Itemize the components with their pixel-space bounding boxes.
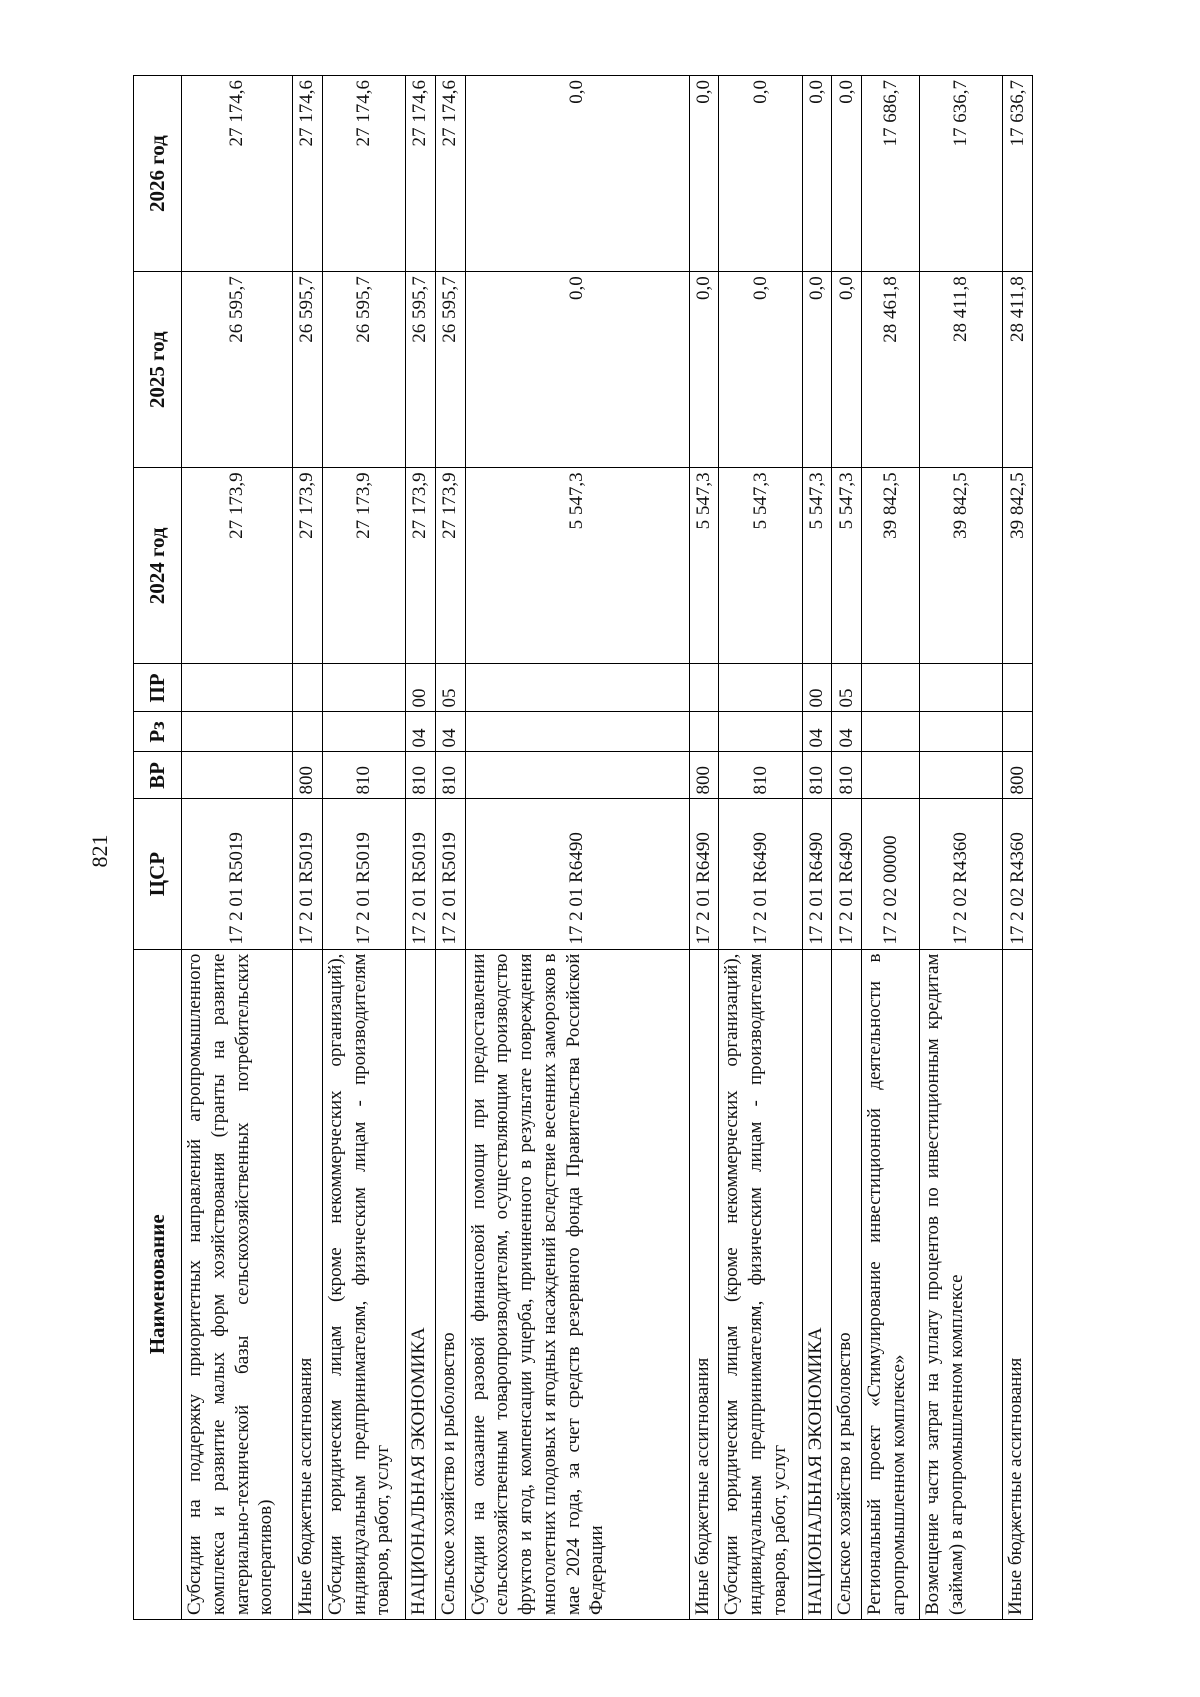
cell-2025: 28 411,8 [1003, 272, 1033, 468]
header-vr: ВР [134, 752, 182, 799]
cell-name: Возмещение части затрат на уплату процентов по инвестиционным кредитам (займам) в агропромышленном комплексе [919, 949, 1002, 1619]
cell-vr: 800 [1003, 752, 1033, 799]
cell-pr [1003, 664, 1033, 712]
cell-2026: 0,0 [802, 76, 832, 272]
cell-vr [182, 752, 293, 799]
cell-2024: 27 173,9 [292, 468, 322, 664]
cell-vr: 810 [322, 752, 405, 799]
header-2025: 2025 год [134, 272, 182, 468]
table-row [802, 76, 832, 1620]
cell-2026: 27 174,6 [435, 76, 465, 272]
cell-pr [322, 664, 405, 712]
cell-rz [689, 712, 719, 752]
cell-2024: 39 842,5 [919, 468, 1002, 664]
header-pr: ПР [134, 664, 182, 712]
cell-2025: 26 595,7 [405, 272, 435, 468]
cell-vr: 800 [292, 752, 322, 799]
cell-vr: 810 [832, 752, 862, 799]
cell-2024: 27 173,9 [405, 468, 435, 664]
cell-2024: 5 547,3 [689, 468, 719, 664]
cell-2025: 0,0 [689, 272, 719, 468]
cell-2024: 5 547,3 [719, 468, 802, 664]
cell-csr: 17 2 02 R4360 [919, 799, 1002, 949]
cell-2024: 27 173,9 [322, 468, 405, 664]
table-row [719, 76, 802, 1620]
cell-pr [862, 664, 920, 712]
cell-2025: 26 595,7 [182, 272, 293, 468]
cell-rz [1003, 712, 1033, 752]
cell-csr: 17 2 01 R6490 [465, 799, 689, 949]
cell-csr: 17 2 02 00000 [862, 799, 920, 949]
cell-rz: 04 [802, 712, 832, 752]
cell-pr [182, 664, 293, 712]
cell-rz [292, 712, 322, 752]
cell-rz [465, 712, 689, 752]
cell-2025: 0,0 [802, 272, 832, 468]
cell-vr: 810 [719, 752, 802, 799]
page-number: 821 [87, 834, 112, 868]
table-row [292, 76, 322, 1620]
header-name: Наименование [134, 949, 182, 1619]
table-header-row [134, 76, 182, 1620]
cell-name: Субсидии на оказание разовой финансовой помощи при предоставлении сельскохозяйственным товаропроизводителям, осуществляющим производство фруктов и ягод, компенсации ущерба, причиненного в результате повреждения многолетних плодовых и ягодных насаждений вследствие весенних заморозков в мае 2024 года, за счет средств резервного фонда Правительства Российской Федерации [465, 949, 689, 1619]
cell-csr: 17 2 02 R4360 [1003, 799, 1033, 949]
cell-2024: 39 842,5 [1003, 468, 1033, 664]
table-row [862, 76, 920, 1620]
cell-rz [322, 712, 405, 752]
cell-csr: 17 2 01 R5019 [405, 799, 435, 949]
cell-2026: 17 636,7 [1003, 76, 1033, 272]
table-row [322, 76, 405, 1620]
cell-name: Иные бюджетные ассигнования [292, 949, 322, 1619]
cell-2025: 0,0 [832, 272, 862, 468]
cell-csr: 17 2 01 R5019 [322, 799, 405, 949]
cell-csr: 17 2 01 R5019 [182, 799, 293, 949]
cell-pr: 05 [435, 664, 465, 712]
budget-table [133, 75, 1033, 1620]
cell-name: Региональный проект «Стимулирование инвестиционной деятельности в агропромышленном комплексе» [862, 949, 920, 1619]
cell-csr: 17 2 01 R5019 [292, 799, 322, 949]
cell-vr: 800 [689, 752, 719, 799]
cell-2026: 0,0 [689, 76, 719, 272]
cell-2026: 0,0 [465, 76, 689, 272]
table-row [919, 76, 1002, 1620]
cell-2025: 28 411,8 [919, 272, 1002, 468]
cell-name: Субсидии юридическим лицам (кроме некоммерческих организаций), индивидуальным предпринимателям, физическим лицам - производителям товаров, работ, услуг [322, 949, 405, 1619]
cell-name: Сельское хозяйство и рыболовство [435, 949, 465, 1619]
cell-pr [719, 664, 802, 712]
cell-csr: 17 2 01 R5019 [435, 799, 465, 949]
table-row [689, 76, 719, 1620]
cell-vr: 810 [435, 752, 465, 799]
cell-name: Иные бюджетные ассигнования [1003, 949, 1033, 1619]
cell-2026: 27 174,6 [322, 76, 405, 272]
cell-2025: 28 461,8 [862, 272, 920, 468]
cell-2025: 0,0 [465, 272, 689, 468]
cell-2026: 27 174,6 [292, 76, 322, 272]
rotated-table-container [133, 75, 1033, 1620]
cell-vr [465, 752, 689, 799]
table-row [1003, 76, 1033, 1620]
header-2026: 2026 год [134, 76, 182, 272]
cell-pr [465, 664, 689, 712]
table-row [832, 76, 862, 1620]
cell-csr: 17 2 01 R6490 [832, 799, 862, 949]
table-row [182, 76, 293, 1620]
cell-rz [919, 712, 1002, 752]
cell-2025: 26 595,7 [322, 272, 405, 468]
table-row [405, 76, 435, 1620]
cell-2025: 26 595,7 [435, 272, 465, 468]
cell-2024: 27 173,9 [182, 468, 293, 664]
cell-name: Субсидии на поддержку приоритетных направлений агропромышленного комплекса и развитие малых форм хозяйствования (гранты на развитие материально-технической базы сельскохозяйственных потребительских кооперативов) [182, 949, 293, 1619]
cell-pr: 00 [802, 664, 832, 712]
cell-name: Субсидии юридическим лицам (кроме некоммерческих организаций), индивидуальным предпринимателям, физическим лицам - производителям товаров, работ, услуг [719, 949, 802, 1619]
cell-pr: 05 [832, 664, 862, 712]
cell-2026: 17 686,7 [862, 76, 920, 272]
cell-rz [182, 712, 293, 752]
cell-vr: 810 [802, 752, 832, 799]
cell-2024: 27 173,9 [435, 468, 465, 664]
cell-name: НАЦИОНАЛЬНАЯ ЭКОНОМИКА [802, 949, 832, 1619]
cell-rz [862, 712, 920, 752]
cell-csr: 17 2 01 R6490 [719, 799, 802, 949]
cell-rz: 04 [405, 712, 435, 752]
cell-rz: 04 [832, 712, 862, 752]
cell-name: Сельское хозяйство и рыболовство [832, 949, 862, 1619]
cell-2025: 0,0 [719, 272, 802, 468]
cell-name: Иные бюджетные ассигнования [689, 949, 719, 1619]
cell-2026: 27 174,6 [182, 76, 293, 272]
cell-2025: 26 595,7 [292, 272, 322, 468]
cell-csr: 17 2 01 R6490 [689, 799, 719, 949]
cell-2026: 0,0 [832, 76, 862, 272]
cell-rz [719, 712, 802, 752]
cell-pr [919, 664, 1002, 712]
table-row [435, 76, 465, 1620]
header-2024: 2024 год [134, 468, 182, 664]
cell-csr: 17 2 01 R6490 [802, 799, 832, 949]
cell-pr [292, 664, 322, 712]
cell-2024: 5 547,3 [832, 468, 862, 664]
cell-vr [919, 752, 1002, 799]
cell-pr [689, 664, 719, 712]
cell-rz: 04 [435, 712, 465, 752]
cell-2024: 39 842,5 [862, 468, 920, 664]
cell-2026: 0,0 [719, 76, 802, 272]
cell-2024: 5 547,3 [802, 468, 832, 664]
cell-name: НАЦИОНАЛЬНАЯ ЭКОНОМИКА [405, 949, 435, 1619]
header-rz: Рз [134, 712, 182, 752]
cell-2026: 27 174,6 [405, 76, 435, 272]
cell-vr: 810 [405, 752, 435, 799]
table-row [465, 76, 689, 1620]
cell-2026: 17 636,7 [919, 76, 1002, 272]
cell-2024: 5 547,3 [465, 468, 689, 664]
header-csr: ЦСР [134, 799, 182, 949]
cell-pr: 00 [405, 664, 435, 712]
cell-vr [862, 752, 920, 799]
